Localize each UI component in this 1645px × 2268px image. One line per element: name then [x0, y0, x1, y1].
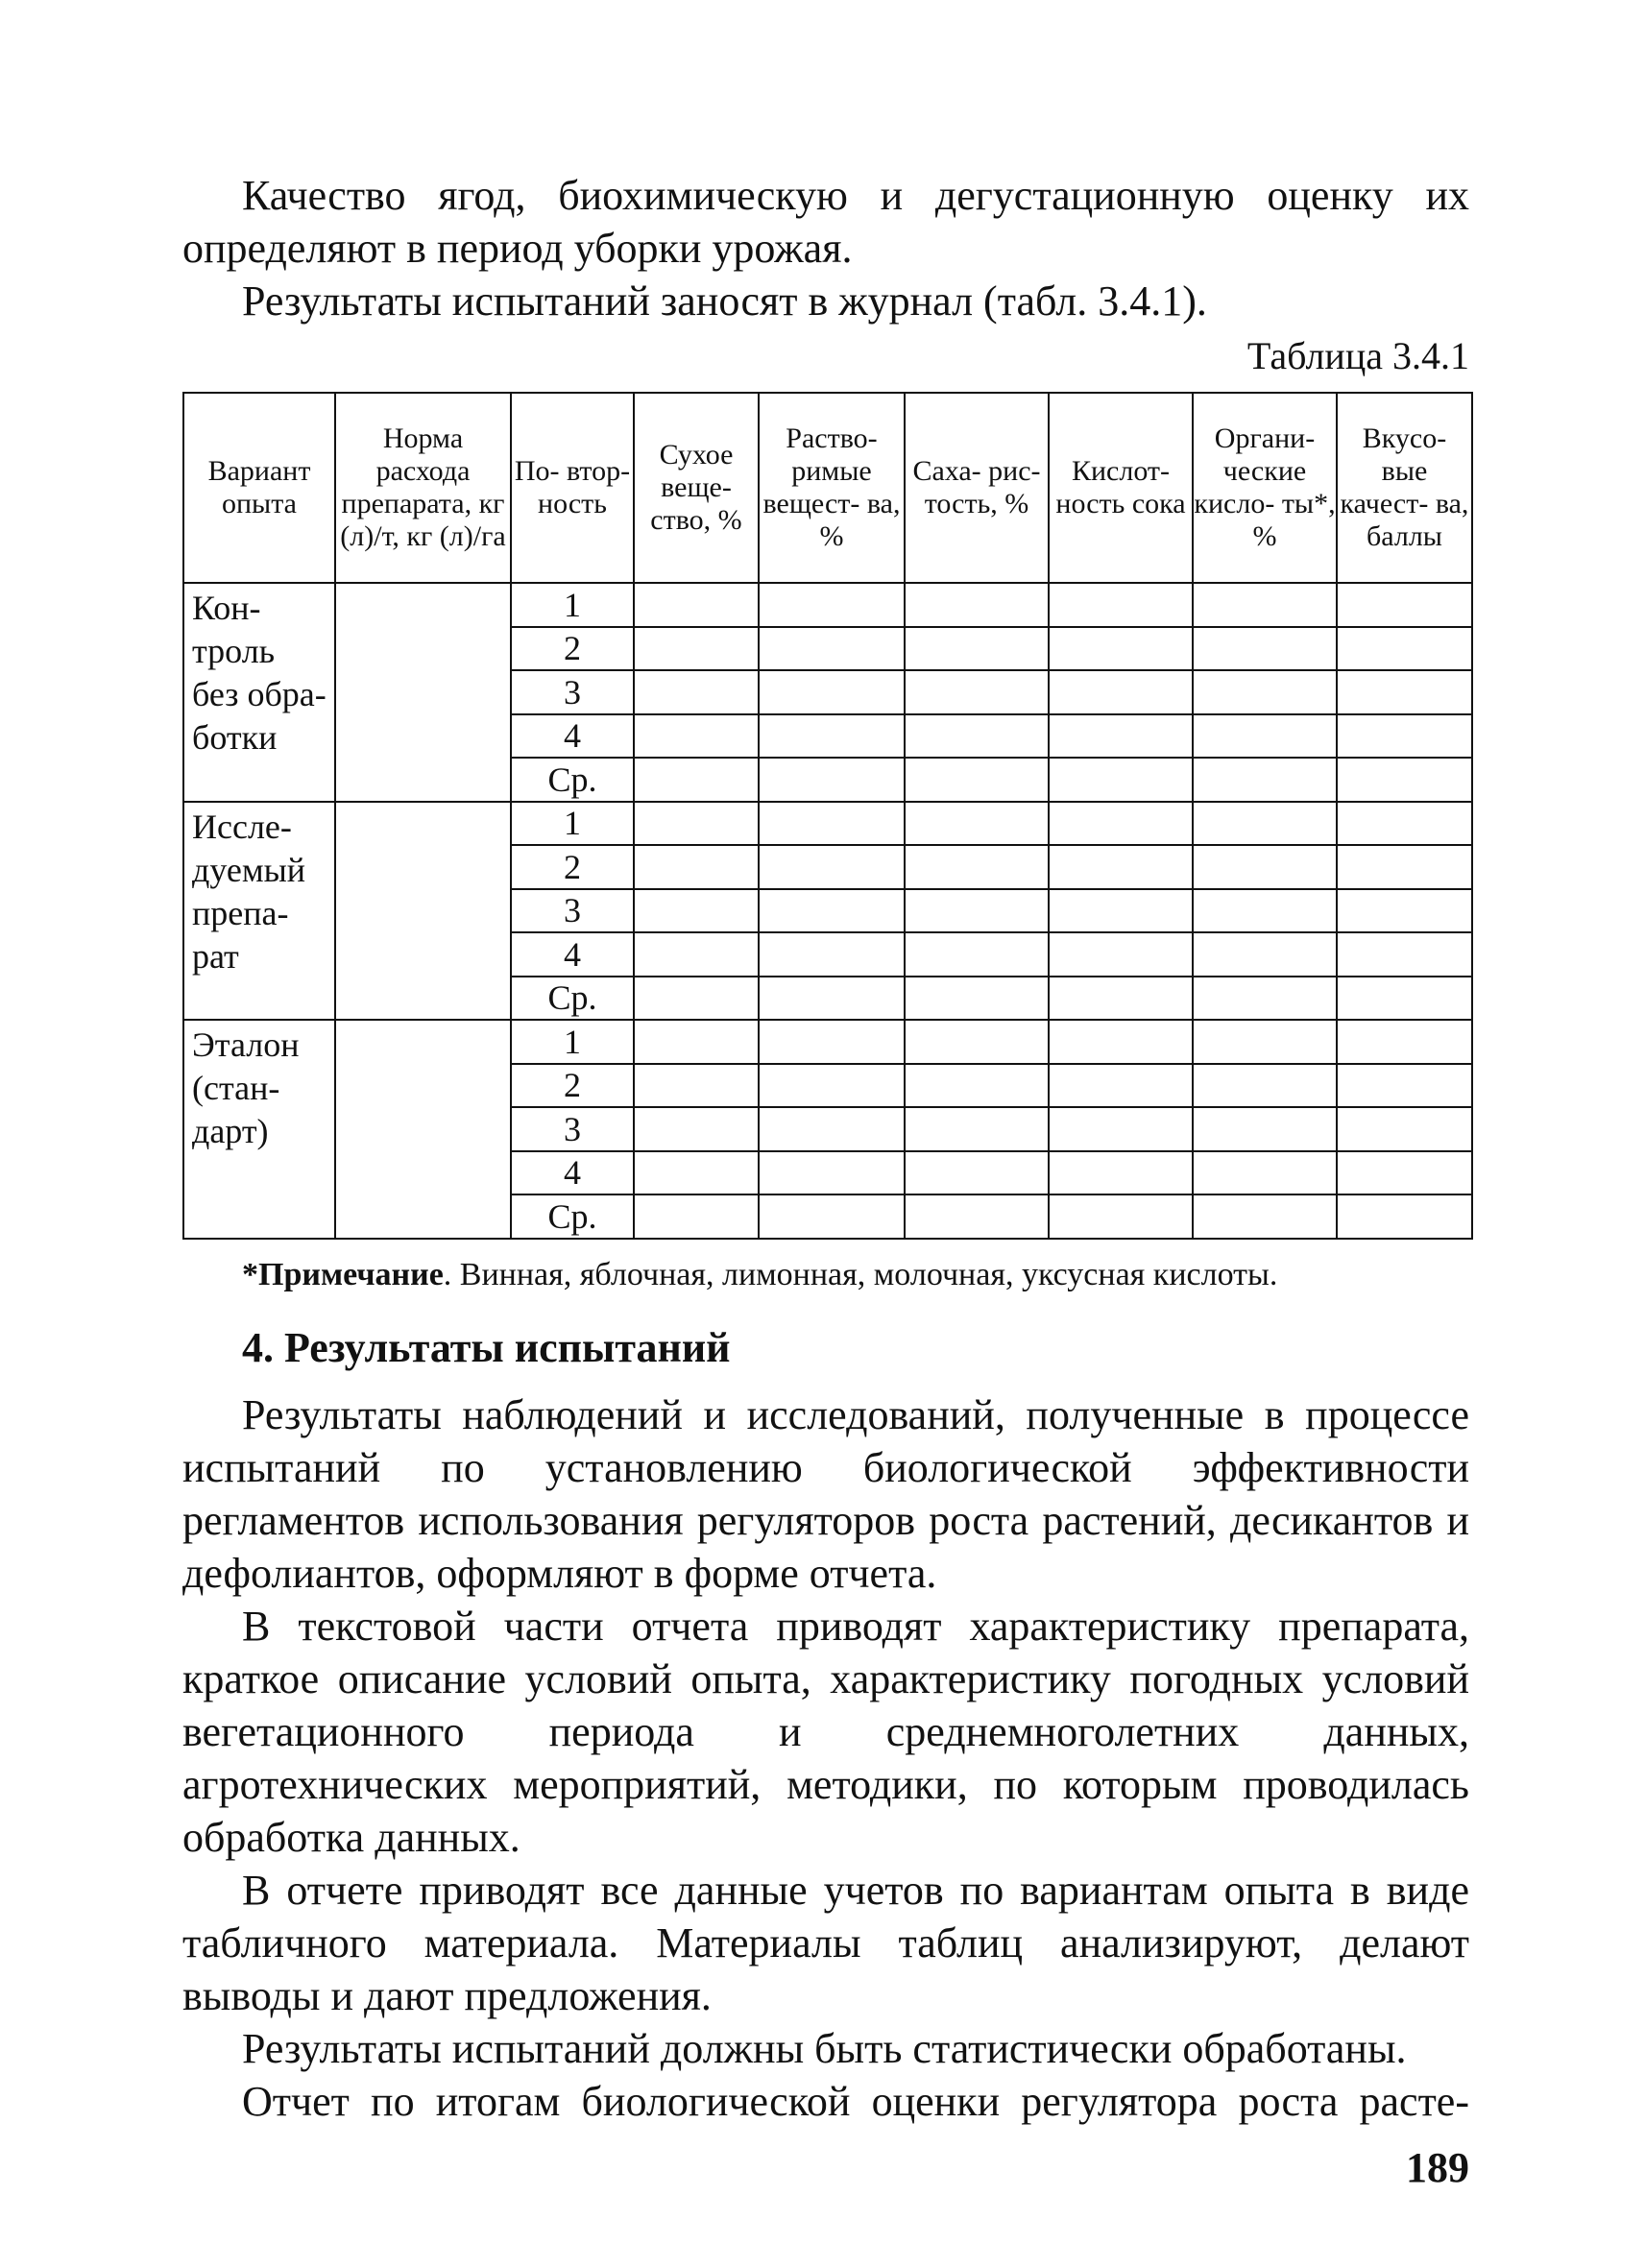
- empty-value-cell: [905, 627, 1049, 671]
- header-organic-acids: Органи- ческие кисло- ты*, %: [1193, 393, 1337, 583]
- empty-value-cell: [1193, 627, 1337, 671]
- note-label: *Примечание: [242, 1257, 444, 1292]
- repeat-cell: 3: [511, 1107, 634, 1151]
- intro-paragraph-2: Результаты испытаний заносят в журнал (табл. 3.4.1).: [242, 277, 1207, 325]
- empty-value-cell: [759, 627, 905, 671]
- page-number: 189: [1406, 2144, 1469, 2191]
- empty-value-cell: [759, 1020, 905, 1064]
- empty-value-cell: [905, 845, 1049, 889]
- repeat-cell: 2: [511, 845, 634, 889]
- empty-value-cell: [759, 845, 905, 889]
- header-taste: Вкусо- вые качест- ва, баллы: [1337, 393, 1472, 583]
- empty-value-cell: [905, 802, 1049, 846]
- header-soluble-matter: Раство- римые вещест- ва, %: [759, 393, 905, 583]
- empty-value-cell: [1193, 1194, 1337, 1239]
- empty-value-cell: [1337, 758, 1472, 802]
- empty-value-cell: [1337, 714, 1472, 759]
- empty-value-cell: [1049, 845, 1193, 889]
- table-caption: Таблица 3.4.1: [1246, 334, 1469, 377]
- section-paragraph-2: В текстовой части отчета приводят характеристику препарата, краткое описание условий опыта, характеристику погодных условий вегетационного периода и среднемноголетних данных, агротехнических мероприятий, методики, по которым проводилась обработка данных.: [182, 1603, 1469, 1861]
- empty-value-cell: [759, 714, 905, 759]
- table-row: [183, 583, 1472, 627]
- empty-value-cell: [1193, 1151, 1337, 1195]
- repeat-cell: 2: [511, 627, 634, 671]
- empty-value-cell: [634, 670, 759, 714]
- empty-value-cell: [759, 1194, 905, 1239]
- header-norm: Норма расхода препарата, кг (л)/т, кг (л)/га: [335, 393, 511, 583]
- empty-value-cell: [1193, 758, 1337, 802]
- note-text: . Винная, яблочная, лимонная, молочная, уксусная кислоты.: [443, 1257, 1278, 1292]
- section-paragraph-1: Результаты наблюдений и исследований, полученные в процессе испытаний по установлению биологической эффективности регламентов использования регуляторов роста растений, десикантов и дефолиантов, оформляют в форме отчета.: [182, 1391, 1469, 1597]
- empty-value-cell: [1049, 802, 1193, 846]
- header-variant: Вариант опыта: [183, 393, 335, 583]
- empty-value-cell: [1049, 714, 1193, 759]
- empty-value-cell: [634, 583, 759, 627]
- header-acidity: Кислот- ность сока: [1049, 393, 1193, 583]
- section-paragraph-5: Отчет по итогам биологической оценки регулятора роста расте-: [242, 2078, 1469, 2125]
- empty-value-cell: [634, 1107, 759, 1151]
- header-dry-matter: Сухое веще- ство, %: [634, 393, 759, 583]
- repeat-cell: Ср.: [511, 1194, 634, 1239]
- empty-value-cell: [634, 1151, 759, 1195]
- empty-value-cell: [1049, 932, 1193, 977]
- norm-cell: [335, 583, 511, 802]
- table-row: [183, 1020, 1472, 1064]
- repeat-cell: 4: [511, 1151, 634, 1195]
- empty-value-cell: [634, 845, 759, 889]
- results-journal-table: [182, 392, 1473, 1240]
- header-sugar: Саха- рис- тость, %: [905, 393, 1049, 583]
- empty-value-cell: [1049, 977, 1193, 1021]
- table-row: [183, 802, 1472, 846]
- section-paragraph-4: Результаты испытаний должны быть статистически обработаны.: [242, 2025, 1407, 2072]
- empty-value-cell: [905, 932, 1049, 977]
- empty-value-cell: [1337, 1194, 1472, 1239]
- norm-cell: [335, 1020, 511, 1239]
- repeat-cell: 3: [511, 670, 634, 714]
- empty-value-cell: [1193, 1064, 1337, 1108]
- section-heading: 4. Результаты испытаний: [242, 1324, 731, 1371]
- variant-cell: Кон- троль без обра- ботки: [183, 583, 335, 802]
- empty-value-cell: [1337, 802, 1472, 846]
- empty-value-cell: [634, 714, 759, 759]
- empty-value-cell: [759, 583, 905, 627]
- empty-value-cell: [1193, 670, 1337, 714]
- empty-value-cell: [1049, 670, 1193, 714]
- table-note: [242, 1254, 1277, 1296]
- empty-value-cell: [1337, 670, 1472, 714]
- empty-value-cell: [905, 1194, 1049, 1239]
- empty-value-cell: [1337, 889, 1472, 933]
- empty-value-cell: [905, 1107, 1049, 1151]
- empty-value-cell: [1193, 845, 1337, 889]
- empty-value-cell: [759, 977, 905, 1021]
- repeat-cell: Ср.: [511, 758, 634, 802]
- empty-value-cell: [634, 1194, 759, 1239]
- empty-value-cell: [1337, 845, 1472, 889]
- empty-value-cell: [1337, 1107, 1472, 1151]
- empty-value-cell: [1193, 802, 1337, 846]
- empty-value-cell: [1049, 1194, 1193, 1239]
- empty-value-cell: [1193, 889, 1337, 933]
- empty-value-cell: [1337, 627, 1472, 671]
- repeat-cell: 3: [511, 889, 634, 933]
- empty-value-cell: [905, 977, 1049, 1021]
- empty-value-cell: [905, 1020, 1049, 1064]
- empty-value-cell: [1337, 977, 1472, 1021]
- empty-value-cell: [759, 670, 905, 714]
- empty-value-cell: [759, 1107, 905, 1151]
- empty-value-cell: [759, 758, 905, 802]
- empty-value-cell: [905, 889, 1049, 933]
- empty-value-cell: [1193, 583, 1337, 627]
- empty-value-cell: [634, 758, 759, 802]
- empty-value-cell: [634, 1020, 759, 1064]
- empty-value-cell: [1049, 1151, 1193, 1195]
- intro-paragraph-1: Качество ягод, биохимическую и дегустационную оценку их определяют в период уборки урожая.: [182, 172, 1469, 272]
- empty-value-cell: [759, 1151, 905, 1195]
- empty-value-cell: [634, 802, 759, 846]
- empty-value-cell: [1049, 758, 1193, 802]
- empty-value-cell: [1337, 1064, 1472, 1108]
- empty-value-cell: [1193, 932, 1337, 977]
- header-repeat: По- втор- ность: [511, 393, 634, 583]
- empty-value-cell: [759, 932, 905, 977]
- empty-value-cell: [1337, 1020, 1472, 1064]
- empty-value-cell: [905, 1064, 1049, 1108]
- empty-value-cell: [634, 932, 759, 977]
- repeat-cell: 2: [511, 1064, 634, 1108]
- repeat-cell: 1: [511, 583, 634, 627]
- section-body: [182, 1388, 1469, 2128]
- empty-value-cell: [1193, 1020, 1337, 1064]
- empty-value-cell: [905, 583, 1049, 627]
- empty-value-cell: [634, 977, 759, 1021]
- empty-value-cell: [634, 627, 759, 671]
- section-paragraph-3: В отчете приводят все данные учетов по вариантам опыта в виде табличного материала. Материалы таблиц анализируют, делают выводы и дают предложения.: [182, 1867, 1469, 2019]
- empty-value-cell: [1049, 1064, 1193, 1108]
- variant-cell: Эталон (стан- дарт): [183, 1020, 335, 1239]
- empty-value-cell: [1049, 889, 1193, 933]
- variant-cell: Иссле- дуемый препа- рат: [183, 802, 335, 1021]
- norm-cell: [335, 802, 511, 1021]
- empty-value-cell: [905, 1151, 1049, 1195]
- empty-value-cell: [1049, 1107, 1193, 1151]
- empty-value-cell: [905, 670, 1049, 714]
- empty-value-cell: [759, 889, 905, 933]
- empty-value-cell: [1337, 932, 1472, 977]
- repeat-cell: 4: [511, 932, 634, 977]
- repeat-cell: 1: [511, 802, 634, 846]
- empty-value-cell: [634, 1064, 759, 1108]
- empty-value-cell: [634, 889, 759, 933]
- empty-value-cell: [1337, 1151, 1472, 1195]
- repeat-cell: 4: [511, 714, 634, 759]
- empty-value-cell: [1193, 714, 1337, 759]
- empty-value-cell: [759, 1064, 905, 1108]
- empty-value-cell: [905, 758, 1049, 802]
- empty-value-cell: [905, 714, 1049, 759]
- empty-value-cell: [759, 802, 905, 846]
- empty-value-cell: [1049, 627, 1193, 671]
- empty-value-cell: [1337, 583, 1472, 627]
- intro-text: [182, 169, 1469, 327]
- table-body: [183, 583, 1472, 1239]
- empty-value-cell: [1193, 977, 1337, 1021]
- repeat-cell: 1: [511, 1020, 634, 1064]
- table-header-row: [183, 393, 1472, 583]
- empty-value-cell: [1193, 1107, 1337, 1151]
- empty-value-cell: [1049, 1020, 1193, 1064]
- empty-value-cell: [1049, 583, 1193, 627]
- repeat-cell: Ср.: [511, 977, 634, 1021]
